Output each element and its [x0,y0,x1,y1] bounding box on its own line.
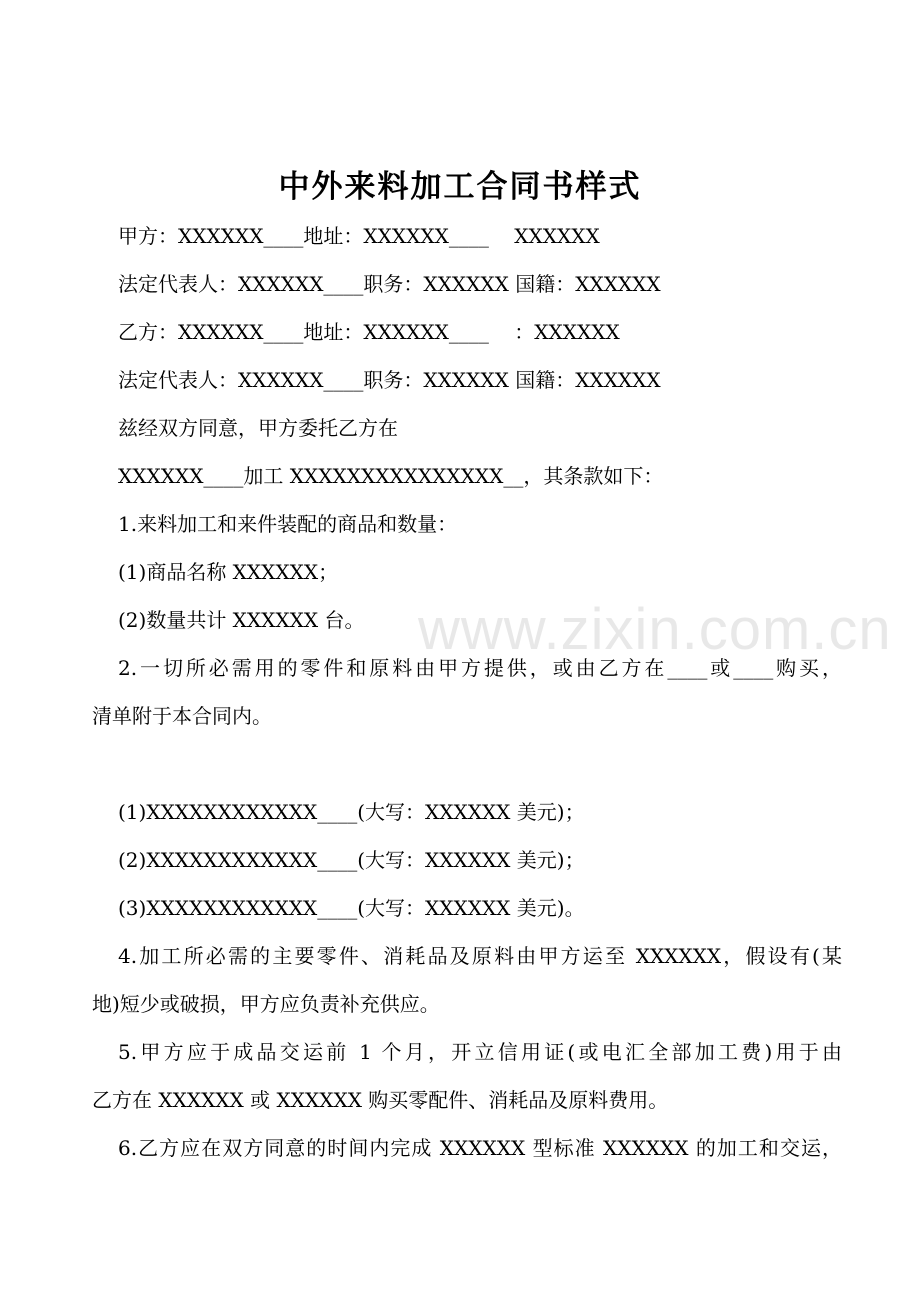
party-a-representative-line: 法定代表人：XXXXXX____职务：XXXXXX 国籍：XXXXXX [118,272,661,296]
price-item-2: (2)XXXXXXXXXXXX____(大写：XXXXXX 美元)； [118,848,585,872]
clause-6-line-1: 6.乙方应在双方同意的时间内完成 XXXXXX 型标准 XXXXXX 的加工和交运， [118,1136,842,1160]
agreement-intro-line: 兹经双方同意，甲方委托乙方在 [118,416,398,440]
price-item-1: (1)XXXXXXXXXXXX____(大写：XXXXXX 美元)； [118,800,585,824]
clause-2-line-2: 清单附于本合同内。 [92,704,272,728]
clause-1-item-2: (2)数量共计 XXXXXX 台。 [118,608,365,632]
clause-5-line-2: 乙方在 XXXXXX 或 XXXXXX 购买零配件、消耗品及原料费用。 [92,1088,669,1112]
clause-4-line-2: 地)短少或破损，甲方应负责补充供应。 [92,992,440,1016]
document-title: 中外来料加工合同书样式 [278,169,642,205]
party-a-line: 甲方：XXXXXX____地址：XXXXXX____ XXXXXX [118,224,600,248]
clause-2-line-1: 2.一切所必需用的零件和原料由甲方提供，或由乙方在____或____购买， [118,656,842,680]
clause-4-line-1: 4.加工所必需的主要零件、消耗品及原料由甲方运至 XXXXXX，假设有(某 [118,944,842,968]
processing-location-line: XXXXXX____加工 XXXXXXXXXXXXXXX__，其条款如下： [118,464,664,488]
clause-1-item-1: (1)商品名称 XXXXXX； [118,560,339,584]
party-b-representative-line: 法定代表人：XXXXXX____职务：XXXXXX 国籍：XXXXXX [118,368,661,392]
watermark: www.zixin.com.cn [418,597,892,662]
clause-5-line-1: 5.甲方应于成品交运前 1 个月，开立信用证(或电汇全部加工费)用于由 [118,1040,842,1064]
clause-1-heading: 1.来料加工和来件装配的商品和数量： [118,512,458,536]
party-b-line: 乙方：XXXXXX____地址：XXXXXX____ ：XXXXXX [118,320,620,344]
price-item-3: (3)XXXXXXXXXXXX____(大写：XXXXXX 美元)。 [118,896,585,920]
